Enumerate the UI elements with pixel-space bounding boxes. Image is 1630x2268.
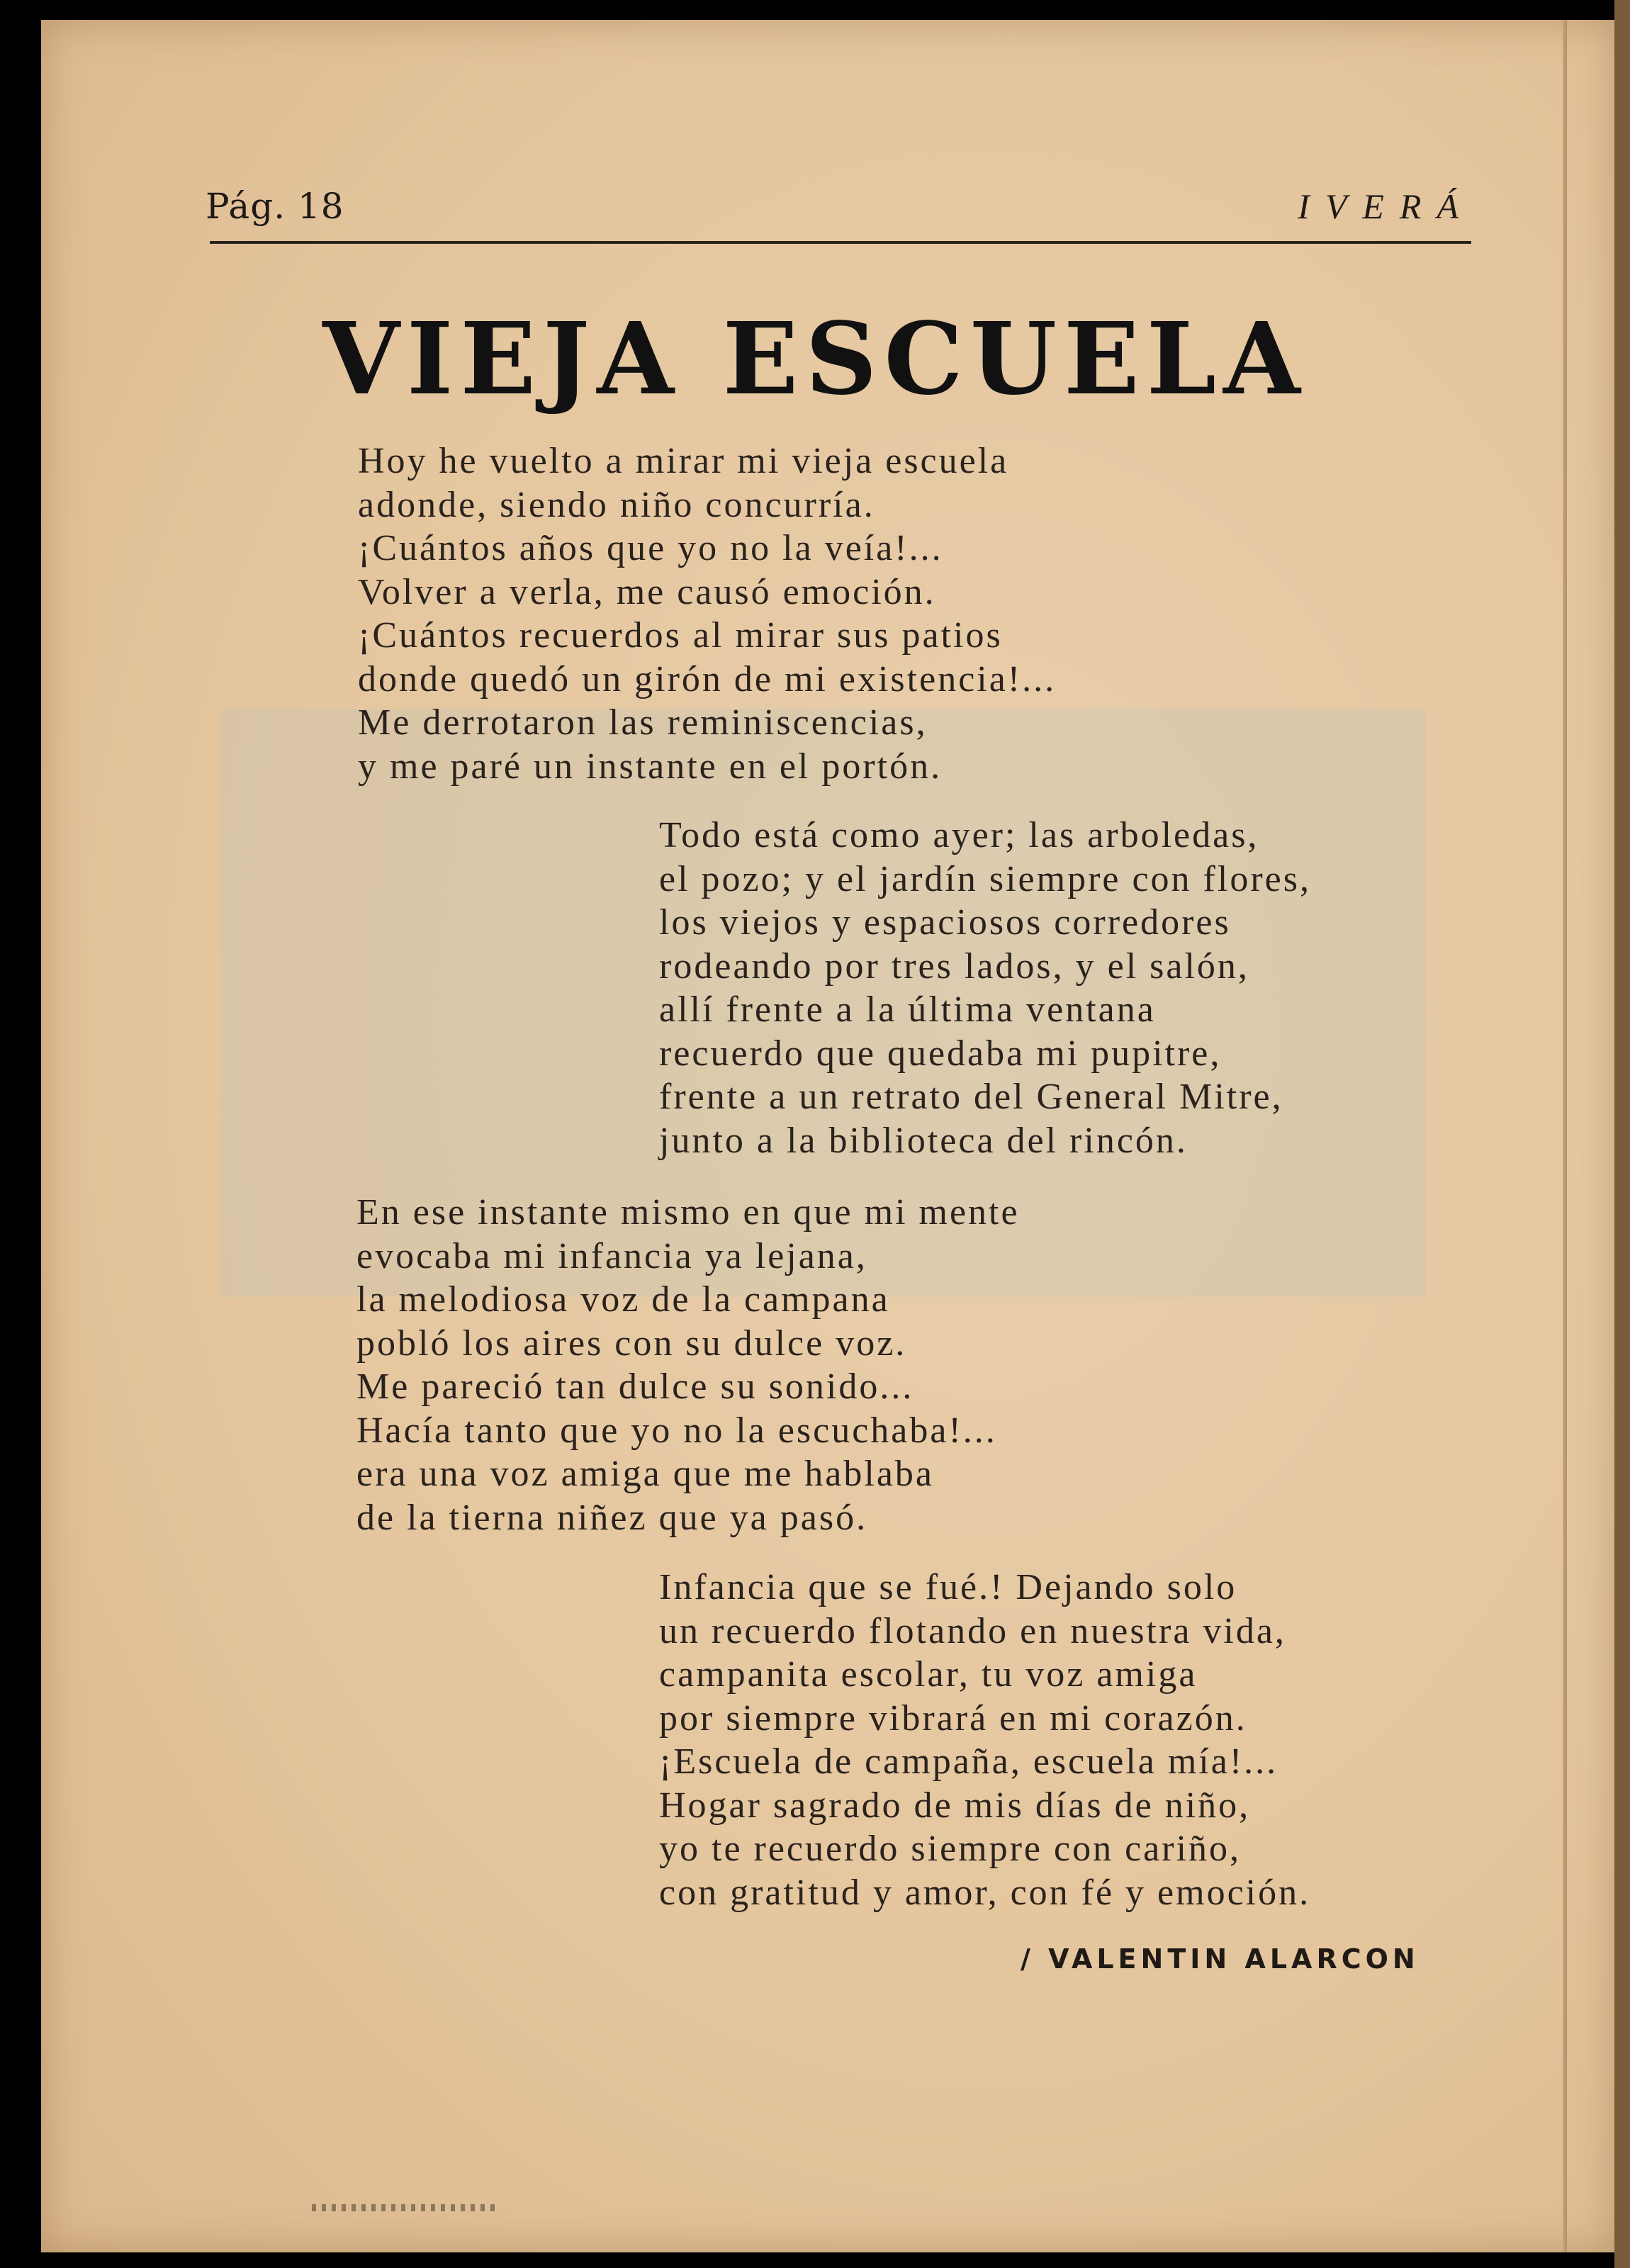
poem-line: por siempre vibrará en mi corazón. bbox=[659, 1697, 1247, 1739]
poem-line: un recuerdo flotando en nuestra vida, bbox=[659, 1610, 1286, 1651]
poem-line: allí frente a la última ventana bbox=[659, 989, 1156, 1030]
poem-title: VIEJA ESCUELA bbox=[322, 301, 1308, 417]
poem-line: junto a la biblioteca del rincón. bbox=[659, 1120, 1188, 1161]
header-rule bbox=[210, 241, 1471, 244]
poem-line: pobló los aires con su dulce voz. bbox=[356, 1323, 907, 1364]
poem-line: recuerdo que quedaba mi pupitre, bbox=[659, 1033, 1222, 1074]
poem-line: de la tierna niñez que ya pasó. bbox=[356, 1497, 868, 1538]
poem-line: Hogar sagrado de mis días de niño, bbox=[659, 1785, 1251, 1826]
poem-line: con gratitud y amor, con fé y emoción. bbox=[659, 1872, 1311, 1913]
poem-line: Hoy he vuelto a mirar mi vieja escuela bbox=[358, 441, 1009, 481]
stanza-3 bbox=[356, 1191, 1020, 1539]
magazine-name: IVERÁ bbox=[1298, 186, 1474, 226]
print-specks bbox=[312, 2204, 496, 2211]
poem-line: Me pareció tan dulce su sonido... bbox=[356, 1366, 914, 1407]
poem-line: campanita escolar, tu voz amiga bbox=[659, 1654, 1198, 1695]
poem-line: Volver a verla, me causó emoción. bbox=[358, 571, 936, 612]
poem-line: Infancia que se fué.! Dejando solo bbox=[659, 1567, 1237, 1607]
poem-line: Hacía tanto que yo no la escuchaba!... bbox=[356, 1410, 997, 1451]
poem-line: ¡Escuela de campaña, escuela mía!... bbox=[659, 1741, 1278, 1782]
poem-line: rodeando por tres lados, y el salón, bbox=[659, 945, 1249, 987]
poem-line: evocaba mi infancia ya lejana, bbox=[356, 1235, 867, 1276]
poem-line: ¡Cuántos recuerdos al mirar sus patios bbox=[358, 615, 1003, 656]
poem-line: y me paré un instante en el portón. bbox=[358, 746, 943, 787]
stanza-2 bbox=[659, 814, 1311, 1162]
poem-line: el pozo; y el jardín siempre con flores, bbox=[659, 858, 1311, 899]
poem-line: adonde, siendo niño concurría. bbox=[358, 484, 875, 525]
poem-line: la melodiosa voz de la campana bbox=[356, 1279, 890, 1320]
page-header bbox=[206, 186, 1474, 242]
poem-line: Me derrotaron las reminiscencias, bbox=[358, 702, 928, 743]
poem-line: Todo está como ayer; las arboledas, bbox=[659, 815, 1259, 855]
stanza-4 bbox=[659, 1566, 1310, 1914]
poem-line: ¡Cuántos años que yo no la veía!... bbox=[358, 528, 943, 568]
poem-line: era una voz amiga que me hablaba bbox=[356, 1454, 934, 1494]
poem-line: En ese instante mismo en que mi mente bbox=[356, 1192, 1020, 1233]
page-number: Pág. 18 bbox=[206, 186, 344, 227]
poem-line: donde quedó un girón de mi existencia!... bbox=[358, 658, 1057, 700]
stanza-1 bbox=[358, 439, 1056, 788]
poem-line: frente a un retrato del General Mitre, bbox=[659, 1077, 1283, 1117]
poem-author: / VALENTIN ALARCON bbox=[1021, 1943, 1420, 1975]
poem-line: yo te recuerdo siempre con cariño, bbox=[659, 1829, 1242, 1869]
poem-line: los viejos y espaciosos corredores bbox=[659, 902, 1231, 943]
